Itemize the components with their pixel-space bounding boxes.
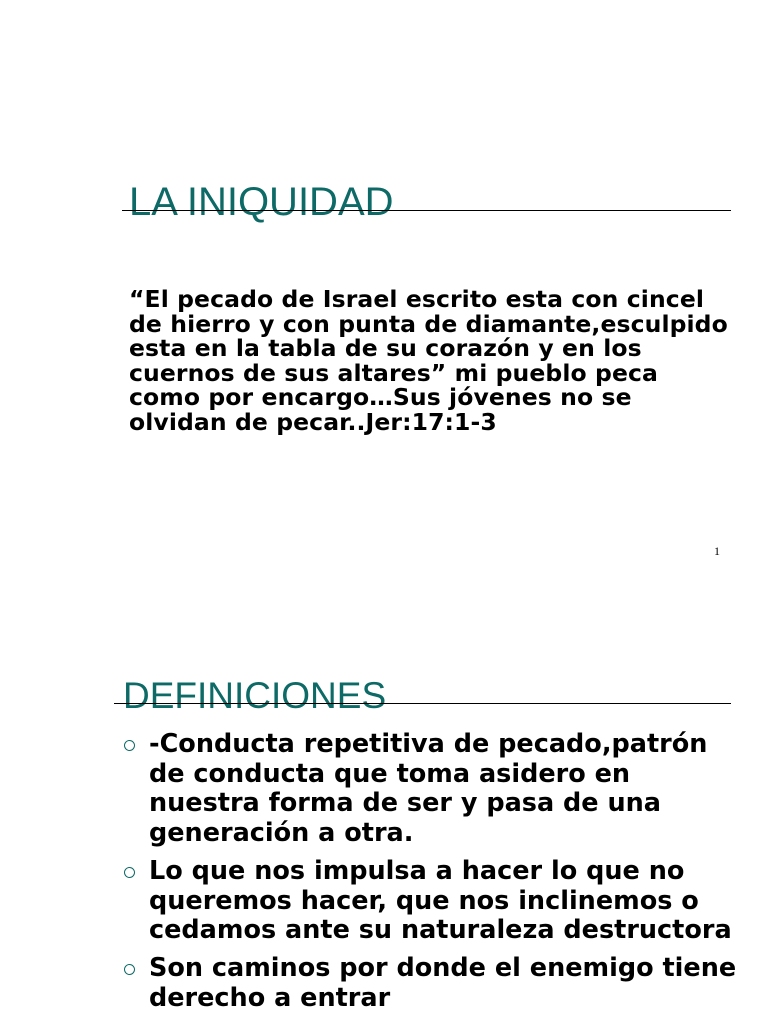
list-item [0,954,768,1013]
circle-bullet-icon [124,867,135,878]
title-divider [114,703,731,704]
list-item-text: Son caminos por donde el enemigo tiene derecho a entrar [149,952,737,1013]
circle-bullet-icon [124,740,135,751]
slide-title: DEFINICIONES [123,674,387,716]
circle-bullet-icon [124,964,135,975]
slide-title: LA INIQUIDAD [129,179,394,224]
list-item-text: -Conducta repetitiva de pecado,patrón de conducta que toma asidero en nuestra forma de ser y pasa de una generación a otra. [149,729,708,849]
title-divider [122,210,731,211]
page-number: 1 [714,544,720,558]
slide-definiciones [0,580,768,1024]
list-item-text: Lo que nos impulsa a hacer lo que no queremos hacer, que nos inclinemos o cedamos ante su naturaleza destructora [149,855,732,946]
list-item [0,857,768,946]
list-item [0,730,768,849]
definitions-list [0,730,768,1021]
scripture-quote: “El pecado de Israel escrito esta con cincel de hierro y con punta de diamante,esculpido esta en la tabla de su corazón y en los cuernos de sus altares” mi pueblo peca como por encargo…Sus jóvenes no se olvidan de pecar..Jer:17:1-3 [129,285,728,436]
